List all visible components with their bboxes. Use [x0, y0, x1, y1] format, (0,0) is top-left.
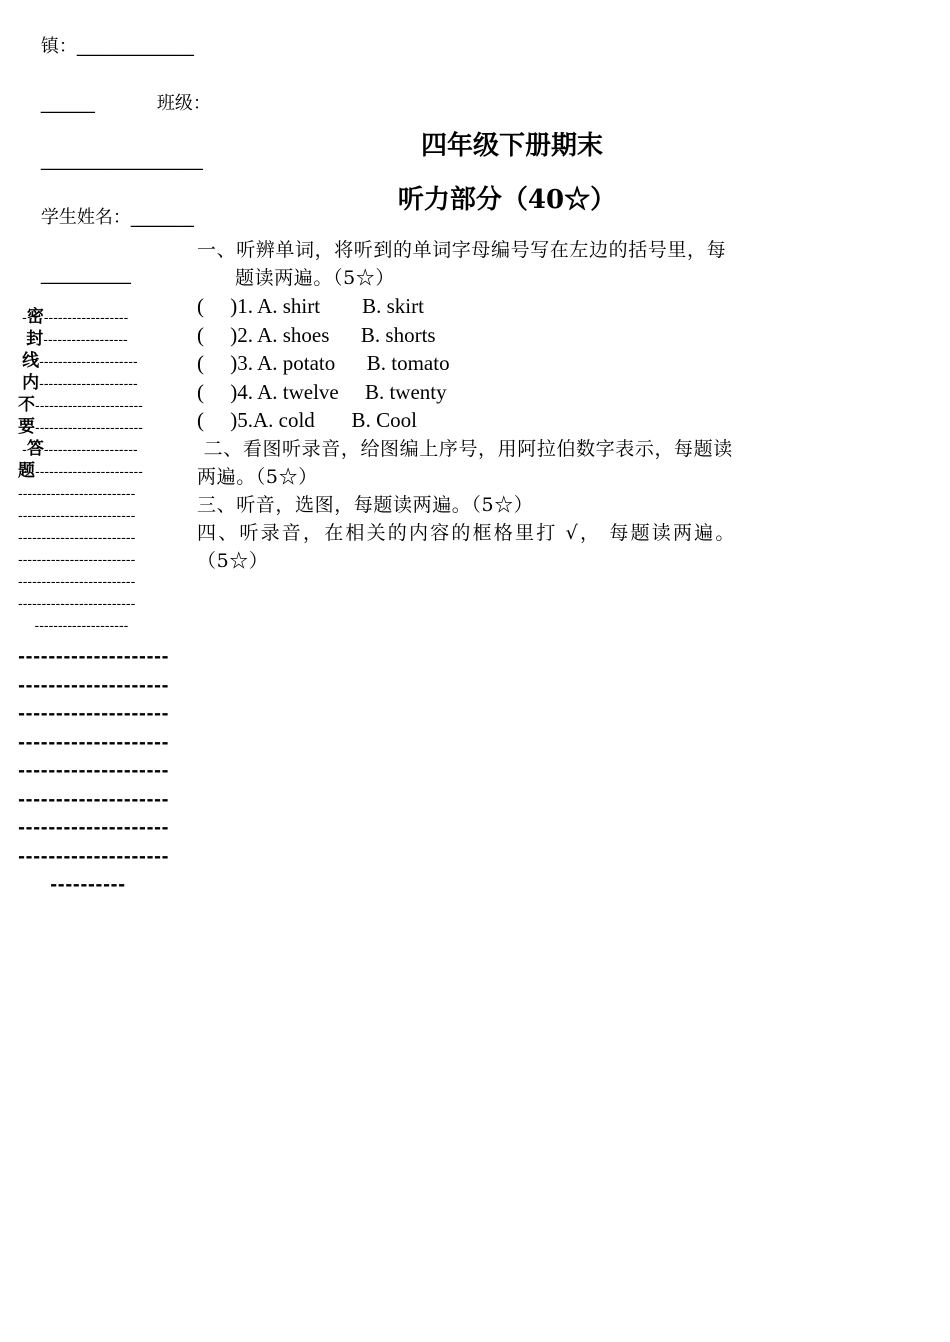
seal-bold-line: --------------------	[18, 675, 170, 696]
section-1-instruction	[197, 236, 807, 292]
section-4-line-2: （5☆）	[197, 549, 269, 572]
town-line	[18, 18, 193, 75]
seal-dash-suffix: -----------------------	[35, 465, 143, 480]
seal-bold-line: --------------------	[18, 704, 170, 724]
question-item-1: ( )1. A. shirt B. skirt	[197, 294, 424, 318]
class-line	[18, 75, 211, 132]
seal-bold-line: --------------------	[18, 789, 170, 810]
exam-content	[197, 126, 807, 575]
section-3-instruction: 三、听音，选图，每题读两遍。（5☆）	[197, 493, 534, 516]
name-label: 学生姓名：	[40, 207, 131, 228]
page-subtitle: 听力部分（40☆）	[397, 185, 617, 215]
section-2-line-2: 两遍。（5☆）	[197, 465, 318, 488]
seal-bold-line: ----------	[18, 875, 126, 895]
seal-dash-suffix: --------------------	[43, 443, 138, 458]
seal-line	[18, 461, 193, 483]
seal-dash-suffix: -------------------------	[18, 531, 136, 546]
seal-character: 不	[18, 395, 35, 415]
seal-bold-line: --------------------	[18, 761, 170, 781]
line5-blank: __________	[40, 264, 131, 285]
seal-dash-prefix: -	[18, 311, 27, 326]
seal-character: 答	[26, 439, 44, 459]
seal-dash-suffix: ---------------------	[39, 355, 138, 370]
section-1-line-1: 一、听辨单词，将听到的单词字母编号写在左边的括号里，每	[197, 239, 727, 261]
seal-line	[18, 373, 193, 395]
seal-dash-suffix: -------------------------	[18, 487, 136, 502]
class-label: 班级：	[156, 93, 211, 114]
town-label: 镇：	[40, 36, 77, 57]
line2-blank: ______	[40, 93, 95, 114]
seal-character: 内	[22, 373, 40, 393]
question-item-3: ( )3. A. potato B. tomato	[197, 351, 450, 375]
section-2-line-1: 二、看图听录音，给图编上序号，用阿拉伯数字表示，每题读	[197, 437, 733, 460]
seal-character: 密	[26, 307, 44, 327]
seal-line	[18, 329, 193, 351]
section-4-instruction	[197, 519, 807, 575]
seal-line	[18, 615, 193, 637]
seal-line	[18, 351, 193, 373]
seal-dash-suffix: -------------------------	[18, 553, 136, 568]
line3-blank: __________________	[40, 150, 203, 171]
seal-bold-line: --------------------	[18, 818, 170, 838]
seal-dash-suffix: --------------------	[18, 619, 129, 634]
name-blank: _______	[130, 207, 194, 228]
seal-dash-prefix: -	[18, 443, 27, 458]
seal-character: 线	[22, 351, 40, 371]
student-info-sidebar	[18, 18, 211, 900]
section-4-line-1: 四、听录音，在相关的内容的框格里打 √， 每题读两遍。	[197, 521, 737, 544]
question-list	[197, 292, 807, 435]
seal-dash-suffix: -------------------------	[18, 597, 136, 612]
seal-line	[18, 483, 193, 505]
line3	[18, 132, 203, 189]
seal-line	[18, 417, 193, 439]
seal-dash-suffix: ---------------------	[39, 377, 138, 392]
seal-bold-lines	[18, 643, 193, 900]
question-item-5: ( )5.A. cold B. Cool	[197, 408, 417, 432]
seal-line	[18, 527, 193, 549]
seal-dash-suffix: -----------------------	[35, 399, 143, 414]
question-item-2: ( )2. A. shoes B. shorts	[197, 322, 436, 347]
seal-line	[18, 549, 193, 571]
seal-dash-suffix: -------------------------	[18, 575, 136, 590]
seal-line	[18, 395, 193, 417]
seal-dash-suffix: -----------------------	[35, 421, 143, 436]
name-line	[18, 189, 193, 246]
seal-character: 要	[18, 417, 35, 437]
section-2-instruction	[197, 435, 807, 491]
question-item-4: ( )4. A. twelve B. twenty	[197, 379, 447, 404]
page-title: 四年级下册期末	[420, 131, 603, 161]
seal-line	[18, 505, 193, 527]
seal-line	[18, 307, 193, 329]
seal-character: 封	[26, 329, 44, 349]
seal-character: 题	[18, 461, 35, 481]
seal-bold-line: --------------------	[18, 732, 170, 753]
seal-bold-line: --------------------	[18, 647, 170, 667]
seal-dash-suffix: ------------------	[43, 311, 129, 326]
seal-line	[18, 593, 193, 615]
seal-lines	[18, 307, 193, 637]
seal-line	[18, 571, 193, 593]
seal-bold-line: --------------------	[18, 846, 170, 867]
town-blank: _____________	[76, 36, 194, 57]
section-1-line-2: 题读两遍。（5☆）	[235, 267, 395, 289]
seal-dash-suffix: ------------------	[43, 333, 128, 348]
seal-line	[18, 439, 193, 461]
seal-line-block	[18, 307, 193, 900]
seal-dash-suffix: -------------------------	[18, 509, 136, 524]
line5	[18, 246, 193, 303]
